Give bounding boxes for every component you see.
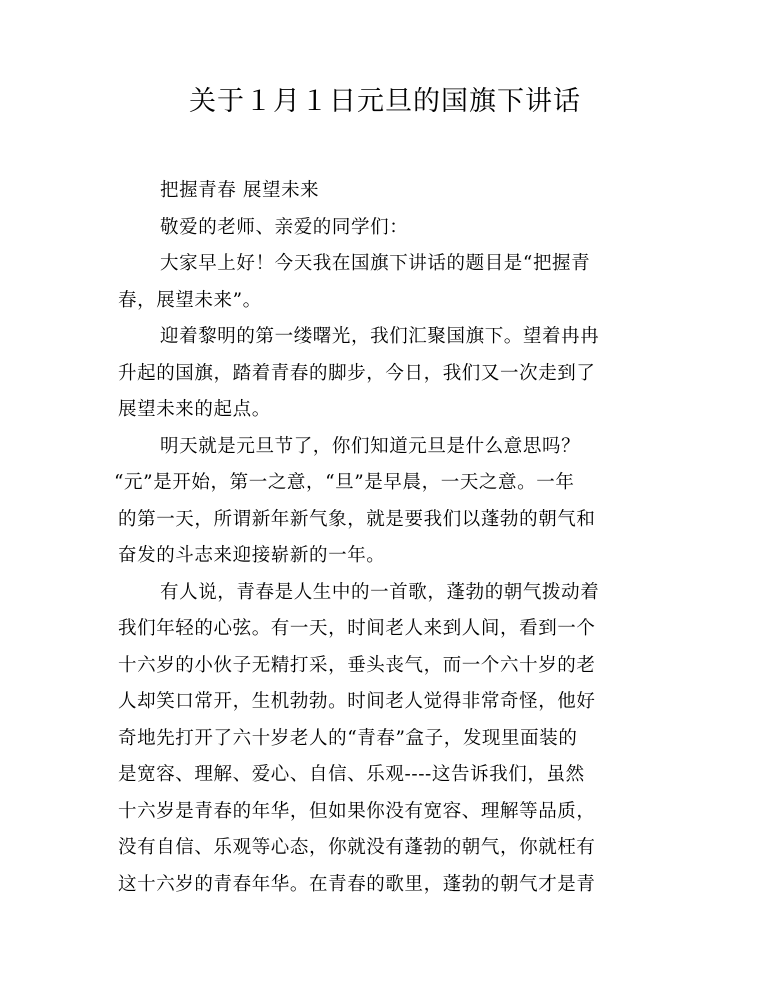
paragraph-line: 明天就是元旦节了，你们知道元旦是什么意思吗？ bbox=[160, 435, 581, 457]
paragraph-line: 我们年轻的心弦。有一天，时间老人来到人间，看到一个 bbox=[118, 618, 596, 639]
subtitle-line: 把握青春 展望未来 bbox=[160, 180, 320, 201]
document-title: 关于１月１日元旦的国旗下讲话 bbox=[189, 86, 581, 117]
paragraph-line: “元”是开始，第一之意，“旦”是早晨，一天之意。一年 bbox=[114, 472, 575, 493]
salutation-line: 敬爱的老师、亲爱的同学们： bbox=[160, 216, 409, 238]
paragraph-line: 春，展望未来”。 bbox=[118, 289, 262, 311]
paragraph-line: 十六岁是青春的年华，但如果你没有宽容、理解等品质， bbox=[118, 800, 596, 822]
paragraph-line: 人却笑口常开，生机勃勃。时间老人觉得非常奇怪，他好 bbox=[118, 691, 596, 712]
paragraph-line: 升起的国旗，踏着青春的脚步，今日，我们又一次走到了 bbox=[118, 362, 596, 384]
paragraph-line: 是宽容、理解、爱心、自信、乐观----这告诉我们，虽然 bbox=[118, 764, 585, 785]
paragraph-line: 奋发的斗志来迎接崭新的一年。 bbox=[118, 545, 386, 566]
paragraph-line: 这十六岁的青春年华。在青春的歌里，蓬勃的朝气才是青 bbox=[118, 873, 596, 895]
paragraph-line: 十六岁的小伙子无精打采，垂头丧气，而一个六十岁的老 bbox=[118, 654, 596, 676]
paragraph-line: 没有自信、乐观等心态，你就没有蓬勃的朝气，你就枉有 bbox=[118, 837, 596, 858]
document-body bbox=[114, 173, 648, 903]
paragraph-line: 有人说，青春是人生中的一首歌，蓬勃的朝气拨动着 bbox=[160, 581, 600, 603]
paragraph-line: 的第一天，所谓新年新气象，就是要我们以蓬勃的朝气和 bbox=[118, 508, 596, 530]
paragraph-line: 奇地先打开了六十岁老人的“青春”盒子，发现里面装的 bbox=[118, 727, 578, 749]
paragraph-line: 迎着黎明的第一缕曙光，我们汇聚国旗下。望着冉冉 bbox=[160, 326, 600, 347]
paragraph-line: 大家早上好！今天我在国旗下讲话的题目是“把握青 bbox=[160, 253, 591, 274]
paragraph-line: 展望未来的起点。 bbox=[118, 399, 271, 420]
